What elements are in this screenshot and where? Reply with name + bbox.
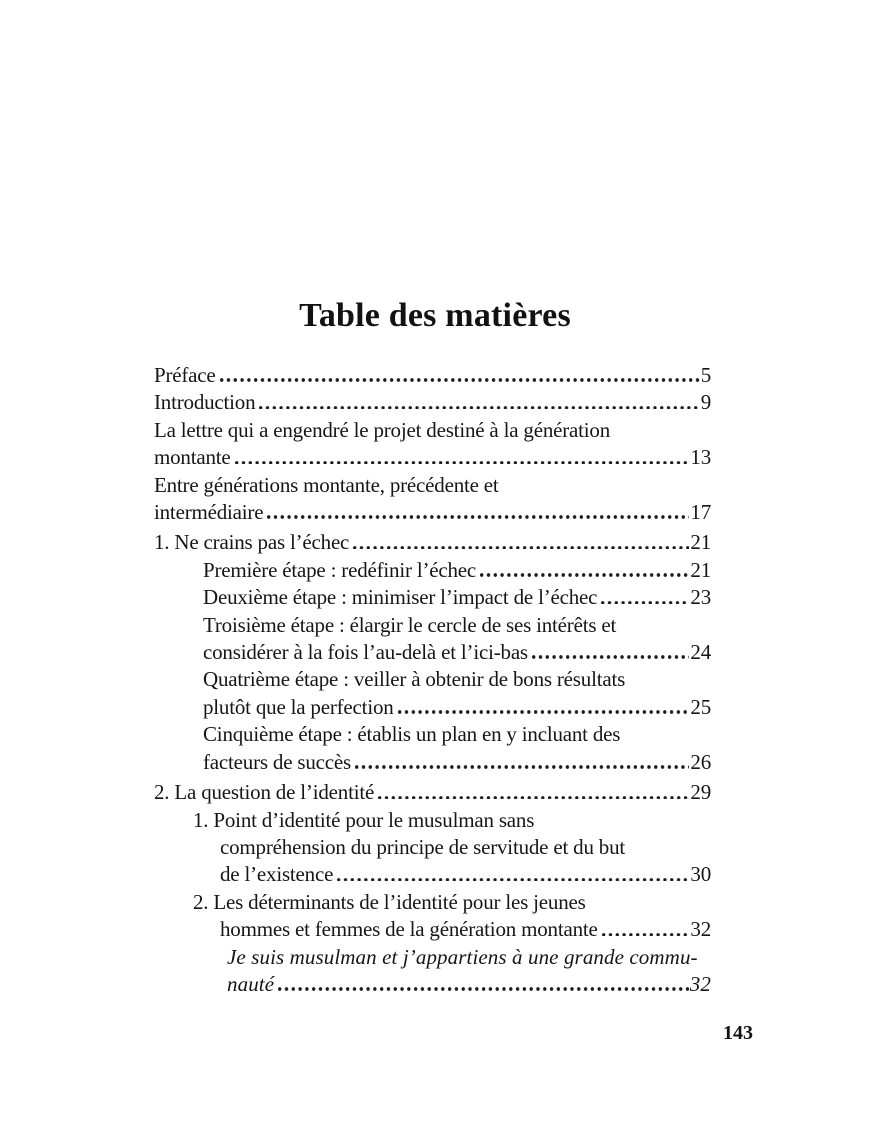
toc-entry-text: hommes et femmes de la génération montante <box>220 917 598 942</box>
dot-leader <box>532 655 689 659</box>
toc-page-number: 23 <box>690 585 711 610</box>
toc-list <box>154 362 711 998</box>
dot-leader <box>602 933 690 937</box>
toc-line-last <box>154 499 711 526</box>
page-number: 143 <box>723 1022 753 1044</box>
toc-entry <box>154 944 711 999</box>
toc-page-number: 30 <box>690 862 711 887</box>
toc-entry-text: facteurs de succès <box>203 749 351 774</box>
toc-line: Troisième étape : élargir le cercle de ses intérêts et <box>203 612 617 637</box>
toc-line-last <box>220 861 711 888</box>
toc-page-number: 32 <box>690 917 711 942</box>
toc-line-last <box>203 584 711 611</box>
toc-entry-text: Deuxième étape : minimiser l’impact de l’échec <box>203 585 598 610</box>
dot-leader <box>355 765 689 769</box>
toc-page-number: 21 <box>690 557 711 582</box>
toc-line-last <box>227 971 711 998</box>
toc-entry-text: intermédiaire <box>154 500 264 525</box>
toc-line: Je suis musulman et j’appartiens à une grande commu- <box>227 944 698 969</box>
toc-entry <box>154 889 711 944</box>
toc-entry-text: considérer à la fois l’au-delà et l’ici-bas <box>203 640 528 665</box>
dot-leader <box>480 573 689 577</box>
dot-leader <box>398 710 690 714</box>
toc-entry <box>154 362 711 389</box>
toc-line-last <box>203 639 711 666</box>
dot-leader <box>259 406 699 410</box>
toc-entry <box>154 721 711 776</box>
toc-line: compréhension du principe de servitude et du but <box>220 834 626 859</box>
toc-page-number: 9 <box>700 390 711 415</box>
toc-entry-text: nauté <box>227 971 275 996</box>
toc-page-number: 5 <box>700 363 711 387</box>
toc-entry <box>154 557 711 584</box>
toc-line-last <box>220 916 711 943</box>
toc-entry <box>154 666 711 721</box>
toc-line: Entre générations montante, précédente et <box>154 472 499 497</box>
toc-page-number: 24 <box>690 640 711 665</box>
dot-leader <box>353 546 689 550</box>
toc-line-last <box>154 389 711 416</box>
toc-line-last <box>203 557 711 584</box>
toc-entry <box>154 417 711 472</box>
toc-line: 2. Les déterminants de l’identité pour les jeunes <box>193 889 586 914</box>
dot-leader <box>337 878 689 882</box>
toc-line: Cinquième étape : établis un plan en y incluant des <box>203 722 621 747</box>
toc-entry <box>154 389 711 416</box>
toc-line-last <box>154 362 711 389</box>
toc-page-number: 21 <box>690 530 711 555</box>
toc-page-number: 13 <box>690 445 711 470</box>
toc-page-number: 29 <box>690 780 711 805</box>
toc-page-number: 32 <box>689 971 711 996</box>
toc-entry-text: Introduction <box>154 390 256 415</box>
toc-line-last <box>154 529 711 556</box>
toc-line-last <box>154 779 711 806</box>
dot-leader <box>267 515 689 519</box>
toc-entry <box>154 529 711 556</box>
toc-entry <box>154 779 711 806</box>
dot-leader <box>601 601 689 605</box>
page-title: Table des matières <box>299 296 571 334</box>
toc-entry <box>154 472 711 527</box>
toc-entry <box>154 584 711 611</box>
toc-line-last <box>154 444 711 471</box>
dot-leader <box>278 987 689 991</box>
toc-entry-text: 2. La question de l’identité <box>154 780 375 805</box>
toc-page-number: 17 <box>690 500 711 525</box>
toc-line-last <box>203 749 711 776</box>
toc-entry-text: 1. Ne crains pas l’échec <box>154 530 350 555</box>
dot-leader <box>378 796 689 800</box>
dot-leader <box>220 378 700 382</box>
toc-line: La lettre qui a engendré le projet destiné à la génération <box>154 417 611 442</box>
toc-line: Quatrième étape : veiller à obtenir de bons résultats <box>203 667 626 692</box>
toc-page-number: 25 <box>690 694 711 719</box>
toc-entry-text: de l’existence <box>220 862 334 887</box>
toc-entry <box>154 612 711 667</box>
toc-entry-text: Première étape : redéfinir l’échec <box>203 557 477 582</box>
dot-leader <box>235 461 690 465</box>
toc-entry-text: montante <box>154 445 231 470</box>
toc-line: 1. Point d’identité pour le musulman sans <box>193 807 535 832</box>
toc-page-number: 26 <box>690 749 711 774</box>
toc-entry-text: Préface <box>154 363 216 387</box>
toc-line-last <box>203 694 711 721</box>
toc-entry-text: plutôt que la perfection <box>203 694 394 719</box>
toc-entry <box>154 807 711 889</box>
